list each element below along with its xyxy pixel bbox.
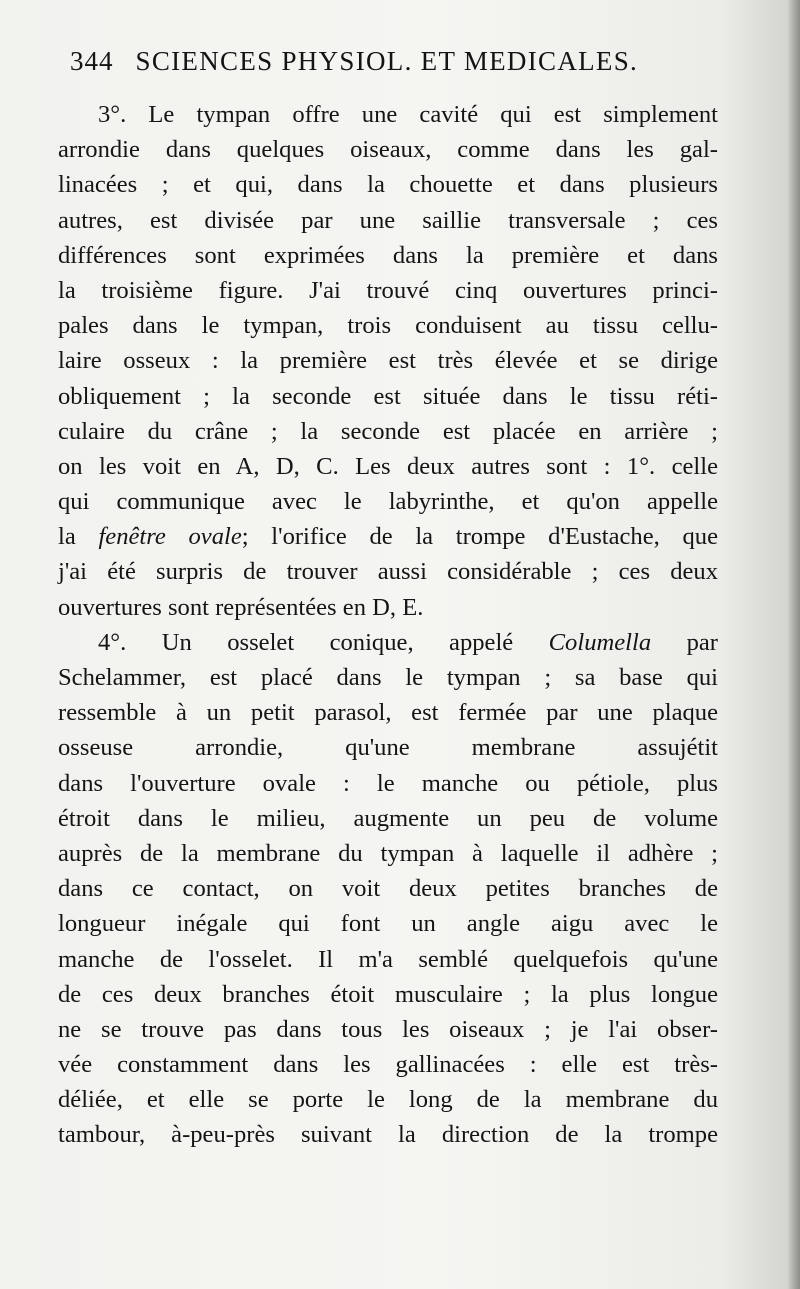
text-line: ouvertures sont représentées en D, E. — [58, 593, 424, 621]
text-line: arrondie dans quelques oiseaux, comme dans les gal- — [58, 136, 718, 164]
text-line — [58, 519, 718, 554]
text-line: linacées ; et qui, dans la chouette et dans plusieurs — [58, 171, 718, 199]
text-run: par — [651, 628, 718, 656]
running-head: SCIENCES PHYSIOL. ET MEDICALES. — [135, 46, 639, 76]
italic-term: Columella — [548, 628, 652, 656]
page-header — [70, 46, 690, 77]
text-line: étroit dans le milieu, augmente un peu de volume — [58, 804, 718, 832]
text-line: déliée, et elle se porte le long de la membrane du — [58, 1086, 718, 1114]
paragraph-4 — [58, 625, 718, 1153]
text-line: pales dans le tympan, trois conduisent au tissu cellu- — [58, 312, 718, 340]
text-line: dans l'ouverture ovale : le manche ou pétiole, plus — [58, 769, 718, 797]
text-line: qui communique avec le labyrinthe, et qu'on appelle — [58, 488, 718, 516]
text-run: 4°. Un osselet conique, appelé — [98, 628, 549, 656]
text-line: tambour, à-peu-près suivant la direction de la trompe — [58, 1121, 718, 1149]
text-line: différences sont exprimées dans la première et dans — [58, 241, 718, 269]
text-line: vée constamment dans les gallinacées : elle est très- — [58, 1051, 718, 1079]
text-line: on les voit en A, D, C. Les deux autres sont : 1°. celle — [58, 452, 718, 480]
text-line: dans ce contact, on voit deux petites branches de — [58, 875, 718, 903]
text-line: autres, est divisée par une saillie transversale ; ces — [58, 206, 718, 234]
text-line — [58, 625, 718, 660]
text-line: obliquement ; la seconde est située dans le tissu réti- — [58, 382, 718, 410]
paragraph-3 — [58, 97, 718, 625]
text-line: manche de l'osselet. Il m'a semblé quelquefois qu'une — [58, 945, 718, 973]
page-number: 344 — [70, 46, 114, 76]
text-line: la troisième figure. J'ai trouvé cinq ouvertures princi- — [58, 276, 718, 304]
text-line: j'ai été surpris de trouver aussi considérable ; ces deux — [58, 558, 718, 586]
text-line: 3°. Le tympan offre une cavité qui est simplement — [98, 101, 718, 128]
text-line: laire osseux : la première est très élevée et se dirige — [58, 347, 718, 375]
body-text — [58, 97, 718, 1153]
text-run: la — [58, 523, 99, 551]
page-edge-shadow — [786, 0, 800, 1289]
text-run: ; l'orifice de la trompe d'Eustache, que — [241, 523, 718, 551]
text-line: auprès de la membrane du tympan à laquelle il adhère ; — [58, 839, 718, 867]
text-line: longueur inégale qui font un angle aigu avec le — [58, 910, 718, 938]
italic-term: fenêtre ovale — [98, 523, 242, 551]
text-line: Schelammer, est placé dans le tympan ; sa base qui — [58, 664, 718, 691]
text-line: de ces deux branches étoit musculaire ; la plus longue — [58, 980, 718, 1008]
text-line: ne se trouve pas dans tous les oiseaux ; je l'ai obser- — [58, 1015, 718, 1043]
text-line: culaire du crâne ; la seconde est placée en arrière ; — [58, 417, 718, 445]
text-line: ressemble à un petit parasol, est fermée par une plaque — [58, 699, 718, 727]
text-line: osseuse arrondie, qu'une membrane assujétit — [58, 734, 718, 762]
